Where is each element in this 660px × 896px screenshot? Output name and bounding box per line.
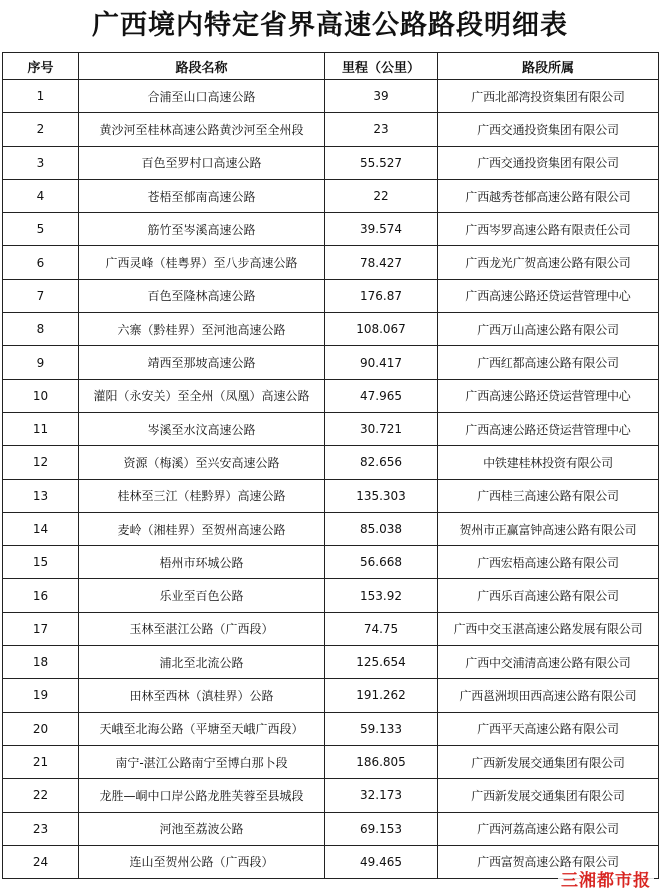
- cell-length: 74.75: [325, 612, 438, 645]
- cell-length: 59.133: [325, 712, 438, 745]
- cell-road-name: 玉林至湛江公路（广西段）: [79, 612, 325, 645]
- cell-owner: 广西河荔高速公路有限公司: [438, 812, 659, 845]
- cell-no: 10: [3, 379, 79, 412]
- cell-length: 191.262: [325, 679, 438, 712]
- table-row: [3, 246, 659, 279]
- cell-no: 6: [3, 246, 79, 279]
- cell-owner: 贺州市正赢富钟高速公路有限公司: [438, 512, 659, 545]
- cell-length: 135.303: [325, 479, 438, 512]
- cell-no: 23: [3, 812, 79, 845]
- cell-no: 3: [3, 146, 79, 179]
- table-row: [3, 80, 659, 113]
- table-row: [3, 113, 659, 146]
- cell-owner: 广西岑罗高速公路有限责任公司: [438, 213, 659, 246]
- header-length: 里程（公里）: [325, 53, 438, 80]
- cell-no: 11: [3, 412, 79, 445]
- cell-owner: 中铁建桂林投资有限公司: [438, 446, 659, 479]
- cell-length: 85.038: [325, 512, 438, 545]
- cell-length: 23: [325, 113, 438, 146]
- cell-owner: 广西中交浦清高速公路有限公司: [438, 646, 659, 679]
- cell-road-name: 桂林至三江（桂黔界）高速公路: [79, 479, 325, 512]
- cell-length: 69.153: [325, 812, 438, 845]
- cell-length: 186.805: [325, 745, 438, 778]
- cell-road-name: 南宁-湛江公路南宁至博白那卜段: [79, 745, 325, 778]
- cell-length: 32.173: [325, 779, 438, 812]
- cell-length: 78.427: [325, 246, 438, 279]
- cell-no: 24: [3, 845, 79, 878]
- cell-owner: 广西红都高速公路有限公司: [438, 346, 659, 379]
- cell-length: 22: [325, 179, 438, 212]
- cell-road-name: 天峨至北海公路（平塘至天峨广西段）: [79, 712, 325, 745]
- cell-no: 5: [3, 213, 79, 246]
- table-row: [3, 745, 659, 778]
- table-row: [3, 679, 659, 712]
- table-row: [3, 179, 659, 212]
- cell-owner: 广西龙光广贺高速公路有限公司: [438, 246, 659, 279]
- cell-owner: 广西乐百高速公路有限公司: [438, 579, 659, 612]
- table-row: [3, 812, 659, 845]
- table-row: [3, 546, 659, 579]
- table-row: [3, 279, 659, 312]
- cell-road-name: 龙胜—峒中口岸公路龙胜芙蓉至县城段: [79, 779, 325, 812]
- cell-no: 14: [3, 512, 79, 545]
- cell-owner: 广西中交玉湛高速公路发展有限公司: [438, 612, 659, 645]
- cell-road-name: 筋竹至岑溪高速公路: [79, 213, 325, 246]
- cell-road-name: 河池至荔波公路: [79, 812, 325, 845]
- cell-length: 47.965: [325, 379, 438, 412]
- cell-road-name: 六寨（黔桂界）至河池高速公路: [79, 313, 325, 346]
- cell-length: 82.656: [325, 446, 438, 479]
- cell-owner: 广西越秀苍郁高速公路有限公司: [438, 179, 659, 212]
- cell-owner: 广西万山高速公路有限公司: [438, 313, 659, 346]
- cell-owner: 广西富贺高速公路有限公司: [438, 845, 659, 878]
- cell-length: 108.067: [325, 313, 438, 346]
- cell-owner: 广西交通投资集团有限公司: [438, 113, 659, 146]
- cell-no: 20: [3, 712, 79, 745]
- cell-length: 125.654: [325, 646, 438, 679]
- cell-road-name: 梧州市环城公路: [79, 546, 325, 579]
- cell-owner: 广西高速公路还贷运营管理中心: [438, 379, 659, 412]
- cell-no: 19: [3, 679, 79, 712]
- watermark-logo: 三湘都市报: [558, 870, 654, 892]
- cell-no: 18: [3, 646, 79, 679]
- cell-no: 17: [3, 612, 79, 645]
- cell-no: 8: [3, 313, 79, 346]
- cell-road-name: 岑溪至水汶高速公路: [79, 412, 325, 445]
- table-row: [3, 213, 659, 246]
- cell-road-name: 麦岭（湘桂界）至贺州高速公路: [79, 512, 325, 545]
- cell-road-name: 靖西至那坡高速公路: [79, 346, 325, 379]
- cell-road-name: 乐业至百色公路: [79, 579, 325, 612]
- cell-length: 39: [325, 80, 438, 113]
- table-row: [3, 446, 659, 479]
- table-row: [3, 412, 659, 445]
- cell-no: 15: [3, 546, 79, 579]
- table-row: [3, 313, 659, 346]
- cell-no: 21: [3, 745, 79, 778]
- cell-road-name: 田林至西林（滇桂界）公路: [79, 679, 325, 712]
- cell-owner: 广西平天高速公路有限公司: [438, 712, 659, 745]
- table-row: [3, 712, 659, 745]
- cell-length: 56.668: [325, 546, 438, 579]
- cell-road-name: 百色至罗村口高速公路: [79, 146, 325, 179]
- cell-owner: 广西高速公路还贷运营管理中心: [438, 279, 659, 312]
- header-owner: 路段所属: [438, 53, 659, 80]
- cell-length: 90.417: [325, 346, 438, 379]
- road-section-table: [2, 52, 659, 879]
- cell-no: 13: [3, 479, 79, 512]
- cell-no: 12: [3, 446, 79, 479]
- cell-length: 30.721: [325, 412, 438, 445]
- cell-length: 49.465: [325, 845, 438, 878]
- cell-owner: 广西新发展交通集团有限公司: [438, 779, 659, 812]
- cell-road-name: 苍梧至郁南高速公路: [79, 179, 325, 212]
- cell-no: 16: [3, 579, 79, 612]
- cell-owner: 广西北部湾投资集团有限公司: [438, 80, 659, 113]
- header-name: 路段名称: [79, 53, 325, 80]
- table-row: [3, 146, 659, 179]
- cell-no: 2: [3, 113, 79, 146]
- cell-road-name: 资源（梅溪）至兴安高速公路: [79, 446, 325, 479]
- cell-road-name: 广西灵峰（桂粤界）至八步高速公路: [79, 246, 325, 279]
- table-row: [3, 779, 659, 812]
- cell-road-name: 黄沙河至桂林高速公路黄沙河至全州段: [79, 113, 325, 146]
- cell-owner: 广西桂三高速公路有限公司: [438, 479, 659, 512]
- cell-owner: 广西新发展交通集团有限公司: [438, 745, 659, 778]
- cell-road-name: 百色至隆林高速公路: [79, 279, 325, 312]
- cell-owner: 广西宏梧高速公路有限公司: [438, 546, 659, 579]
- table-row: [3, 379, 659, 412]
- table-row: [3, 646, 659, 679]
- table-row: [3, 612, 659, 645]
- cell-length: 176.87: [325, 279, 438, 312]
- cell-no: 7: [3, 279, 79, 312]
- cell-length: 39.574: [325, 213, 438, 246]
- cell-no: 1: [3, 80, 79, 113]
- cell-road-name: 灌阳（永安关）至全州（凤凰）高速公路: [79, 379, 325, 412]
- cell-owner: 广西高速公路还贷运营管理中心: [438, 412, 659, 445]
- cell-length: 153.92: [325, 579, 438, 612]
- table-row: [3, 579, 659, 612]
- table-row: [3, 512, 659, 545]
- cell-road-name: 浦北至北流公路: [79, 646, 325, 679]
- cell-owner: 广西邕洲坝田西高速公路有限公司: [438, 679, 659, 712]
- cell-road-name: 合浦至山口高速公路: [79, 80, 325, 113]
- table-row: [3, 346, 659, 379]
- table-header-row: [3, 53, 659, 80]
- cell-no: 22: [3, 779, 79, 812]
- cell-road-name: 连山至贺州公路（广西段）: [79, 845, 325, 878]
- table-body: [3, 80, 659, 879]
- cell-owner: 广西交通投资集团有限公司: [438, 146, 659, 179]
- header-no: 序号: [3, 53, 79, 80]
- cell-length: 55.527: [325, 146, 438, 179]
- page-title: 广西境内特定省界高速公路路段明细表: [92, 10, 568, 41]
- cell-no: 9: [3, 346, 79, 379]
- table-row: [3, 479, 659, 512]
- cell-no: 4: [3, 179, 79, 212]
